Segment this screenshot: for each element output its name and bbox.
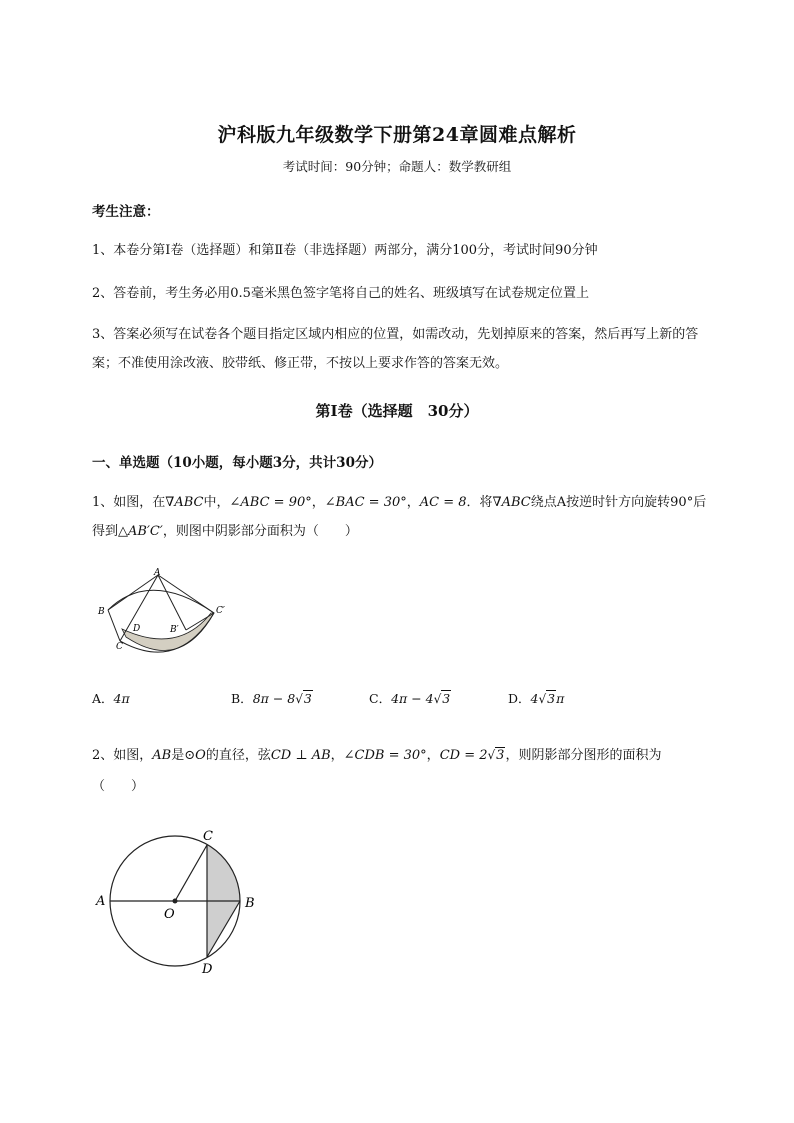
q1-math: AC = 8 — [419, 495, 467, 510]
q1-math: ∠ABC = 90° — [229, 495, 312, 510]
label-c: C — [203, 829, 213, 844]
q2-text-part: 是⊙ — [171, 748, 196, 763]
option-b[interactable] — [231, 689, 313, 707]
q1-text-part: ．将 — [466, 495, 493, 510]
q2-radicand: 3 — [496, 748, 505, 763]
label-c: C — [116, 642, 123, 652]
q1-math: ∇ABC — [165, 495, 204, 510]
q2-math: AB — [152, 748, 172, 763]
question-1-text — [92, 488, 742, 546]
notice-item-1: 1、本卷分第I卷（选择题）和第Ⅱ卷（非选择题）两部分，满分100分，考试时间90分钟 — [92, 243, 598, 258]
question-1-line-2 — [92, 517, 742, 546]
label-c-prime: C′ — [216, 606, 225, 616]
label-a: A — [154, 568, 161, 578]
q1-text-part: 中， — [203, 495, 230, 510]
sqrt-icon: √ — [433, 692, 442, 706]
q1-math: ∇ABC — [492, 495, 531, 510]
option-b-label: B． — [231, 691, 253, 706]
sqrt-icon: √ — [295, 692, 303, 706]
page-title: 沪科版九年级数学下册第24章圆难点解析 — [217, 124, 577, 146]
question-2-figure — [90, 824, 265, 979]
q1-text-part: ， — [406, 495, 420, 510]
option-d-value: 4 — [530, 691, 539, 706]
option-a-label: A． — [92, 691, 114, 706]
q2-math: O — [195, 748, 206, 763]
sqrt-icon: √ — [487, 748, 496, 762]
label-o: O — [164, 907, 175, 922]
label-b: B — [98, 607, 105, 617]
option-d-radicand: 3 — [547, 691, 556, 706]
q1-text-part: ， — [311, 495, 325, 510]
q2-text-part: 的直径，弦 — [205, 748, 271, 763]
section-title: 第I卷（选择题 30分） — [315, 402, 479, 420]
label-d: D — [133, 624, 141, 634]
q2-text-part: ， — [426, 748, 440, 763]
q2-math: CD ⊥ AB — [270, 748, 331, 763]
q2-text-part: ，则阴影部分图形的面积为 — [505, 748, 662, 763]
q1-text-part: 绕点A按逆时针方向旋转90°后 — [530, 495, 707, 510]
option-d-label: D． — [508, 691, 531, 706]
segment-ab1 — [158, 575, 186, 630]
radius-oc — [175, 845, 207, 901]
option-a[interactable] — [92, 689, 130, 707]
question-1-line-1 — [92, 488, 742, 517]
segment-ac1 — [158, 575, 214, 613]
question-2-line-2: （ ） — [92, 779, 145, 794]
q1-text-part: ，则图中阴影部分面积为（ ） — [162, 524, 358, 539]
segment-bc — [108, 610, 120, 641]
q2-math: ∠CDB = 30° — [343, 748, 427, 763]
q2-text-part: 2、如图， — [92, 748, 153, 763]
q2-text-part: ， — [330, 748, 344, 763]
q1-text-part: 得到 — [92, 524, 119, 539]
question-1-figure — [90, 565, 240, 655]
option-b-value: 8π − 8 — [252, 691, 296, 706]
option-c-label: C． — [369, 691, 392, 706]
exam-info: 考试时间：90分钟；命题人：数学教研组 — [282, 159, 512, 174]
q1-text-part: 1、如图，在 — [92, 495, 166, 510]
label-b-prime: B′ — [170, 625, 179, 635]
notice-heading: 考生注意： — [92, 204, 160, 220]
question-2-text — [92, 741, 742, 801]
option-d-suffix: π — [556, 691, 565, 706]
label-b: B — [245, 896, 255, 911]
q1-math: △AB′C′ — [118, 524, 163, 539]
option-c-value: 4π − 4 — [391, 691, 434, 706]
label-d: D — [202, 962, 213, 977]
option-d[interactable] — [508, 689, 564, 707]
question-2-line-1 — [92, 741, 742, 770]
center-point — [173, 899, 178, 904]
notice-item-3: 3、答案必须写在试卷各个题目指定区域内相应的位置，如需改动，先划掉原来的答案，然后再写上新的答案；不准使用涂改液、胶带纸、修正带，不按以上要求作答的答案无效。 — [92, 327, 699, 371]
option-c-radicand: 3 — [442, 691, 451, 706]
q2-math: CD = 2 — [439, 748, 488, 763]
q1-math: ∠BAC = 30° — [324, 495, 407, 510]
question-group-heading: 一、单选题（10小题，每小题3分，共计30分） — [92, 455, 382, 471]
segment-ab — [108, 575, 158, 610]
option-b-radicand: 3 — [303, 691, 312, 706]
sqrt-icon: √ — [538, 692, 547, 706]
label-a: A — [96, 894, 106, 909]
notice-item-2: 2、答卷前，考生务必用0.5毫米黑色签字笔将自己的姓名、班级填写在试卷规定位置上 — [92, 286, 589, 301]
option-a-value: 4π — [113, 691, 130, 706]
option-c[interactable] — [369, 689, 451, 707]
